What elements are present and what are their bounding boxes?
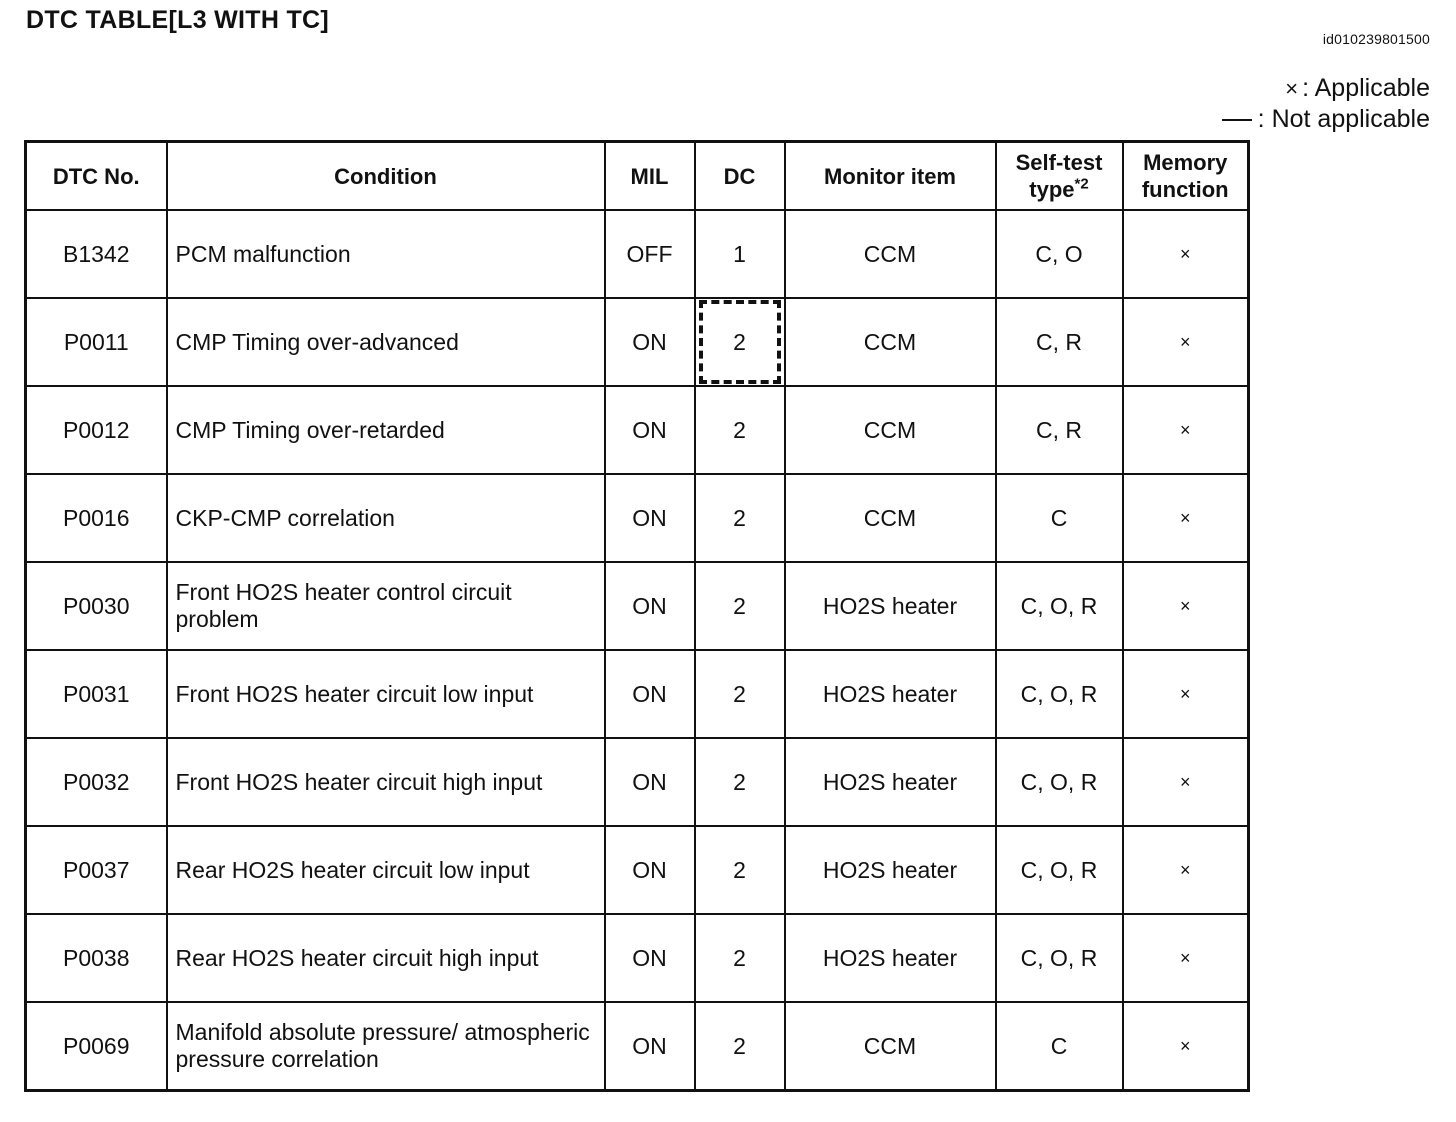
cell-condition: CMP Timing over-retarded (167, 386, 605, 474)
cell-condition: CKP-CMP correlation (167, 474, 605, 562)
cell-mil: ON (605, 298, 695, 386)
cell-mil: ON (605, 474, 695, 562)
header-memory-function (1123, 142, 1249, 211)
dc-highlight-box: 2 (699, 300, 781, 384)
cell-monitor: CCM (785, 1002, 996, 1091)
header-monitor-item: Monitor item (785, 142, 996, 211)
dtc-table (24, 140, 1250, 1092)
applicable-symbol: × (1285, 76, 1299, 101)
cell-dtc: P0012 (26, 386, 167, 474)
table-row (26, 826, 1249, 914)
cell-dtc: P0016 (26, 474, 167, 562)
dash-icon (1222, 119, 1252, 121)
cell-condition: CMP Timing over-advanced (167, 298, 605, 386)
cell-memory: × (1123, 298, 1249, 386)
cell-selftest: C, O, R (996, 562, 1123, 650)
cell-condition: Front HO2S heater circuit low input (167, 650, 605, 738)
cell-mil: ON (605, 386, 695, 474)
cell-selftest: C, R (996, 298, 1123, 386)
header-self-test-line1: Self-test (1015, 150, 1103, 175)
cell-selftest: C, O, R (996, 738, 1123, 826)
cell-monitor: HO2S heater (785, 914, 996, 1002)
cell-dc: 2 (695, 826, 785, 914)
cell-dtc: P0030 (26, 562, 167, 650)
cell-selftest: C, O, R (996, 650, 1123, 738)
cell-condition: Rear HO2S heater circuit high input (167, 914, 605, 1002)
legend-not-applicable (1222, 104, 1430, 135)
cell-memory: × (1123, 474, 1249, 562)
header-self-test-line2: type (1029, 177, 1075, 202)
cell-mil: ON (605, 1002, 695, 1091)
page-title: DTC TABLE[L3 WITH TC] (26, 6, 330, 34)
cell-memory: × (1123, 562, 1249, 650)
cell-monitor: CCM (785, 298, 996, 386)
header-self-test-type (996, 142, 1123, 211)
header-dc: DC (695, 142, 785, 211)
cell-dc: 2 (695, 562, 785, 650)
table-row (26, 474, 1249, 562)
table-row (26, 298, 1249, 386)
cell-mil: ON (605, 914, 695, 1002)
cell-memory: × (1123, 1002, 1249, 1091)
cell-monitor: CCM (785, 386, 996, 474)
cell-condition: Front HO2S heater circuit high input (167, 738, 605, 826)
cell-mil: ON (605, 826, 695, 914)
cell-mil: OFF (605, 210, 695, 298)
table-row (26, 1002, 1249, 1091)
cell-monitor: HO2S heater (785, 826, 996, 914)
cell-memory: × (1123, 386, 1249, 474)
cell-memory: × (1123, 914, 1249, 1002)
cell-condition: Rear HO2S heater circuit low input (167, 826, 605, 914)
cell-dtc: P0069 (26, 1002, 167, 1091)
cell-selftest: C (996, 474, 1123, 562)
cell-condition: Front HO2S heater control circuit problem (167, 562, 605, 650)
cell-dtc: P0011 (26, 298, 167, 386)
cell-memory: × (1123, 826, 1249, 914)
cell-memory: × (1123, 650, 1249, 738)
applicable-label: : Applicable (1302, 74, 1430, 102)
cell-memory: × (1123, 738, 1249, 826)
table-header-row (26, 142, 1249, 211)
cell-monitor: HO2S heater (785, 650, 996, 738)
cell-condition: PCM malfunction (167, 210, 605, 298)
not-applicable-label: : Not applicable (1257, 105, 1430, 133)
cell-mil: ON (605, 650, 695, 738)
cell-dc: 2 (695, 914, 785, 1002)
header-memory-line2: function (1141, 177, 1229, 202)
cell-dc: 2 (695, 474, 785, 562)
cell-monitor: HO2S heater (785, 738, 996, 826)
table-row (26, 210, 1249, 298)
cell-dc: 2 (695, 650, 785, 738)
cell-monitor: CCM (785, 474, 996, 562)
cell-dc: 2 (695, 738, 785, 826)
cell-monitor: HO2S heater (785, 562, 996, 650)
cell-selftest: C (996, 1002, 1123, 1091)
cell-dc: 1 (695, 210, 785, 298)
cell-monitor: CCM (785, 210, 996, 298)
cell-selftest: C, O, R (996, 826, 1123, 914)
cell-selftest: C, O, R (996, 914, 1123, 1002)
cell-dtc: P0032 (26, 738, 167, 826)
cell-dtc: P0037 (26, 826, 167, 914)
cell-dtc: P0031 (26, 650, 167, 738)
header-condition: Condition (167, 142, 605, 211)
cell-dc: 2 (695, 1002, 785, 1091)
cell-mil: ON (605, 562, 695, 650)
document-id: id010239801500 (1322, 31, 1430, 47)
cell-dc: 2 (695, 386, 785, 474)
table-row (26, 386, 1249, 474)
header-memory-line1: Memory (1143, 150, 1228, 175)
cell-dc (695, 298, 785, 386)
footnote-marker: *2 (1074, 175, 1089, 193)
table-row (26, 562, 1249, 650)
header-mil: MIL (605, 142, 695, 211)
cell-memory: × (1123, 210, 1249, 298)
legend (1222, 73, 1430, 135)
header-dtc-no: DTC No. (26, 142, 167, 211)
table-row (26, 914, 1249, 1002)
cell-condition: Manifold absolute pressure/ atmospheric pressure correlation (167, 1002, 605, 1091)
cell-dtc: P0038 (26, 914, 167, 1002)
table-row (26, 738, 1249, 826)
cell-selftest: C, R (996, 386, 1123, 474)
cell-selftest: C, O (996, 210, 1123, 298)
table-row (26, 650, 1249, 738)
cell-mil: ON (605, 738, 695, 826)
legend-applicable (1222, 73, 1430, 104)
cell-dtc: B1342 (26, 210, 167, 298)
